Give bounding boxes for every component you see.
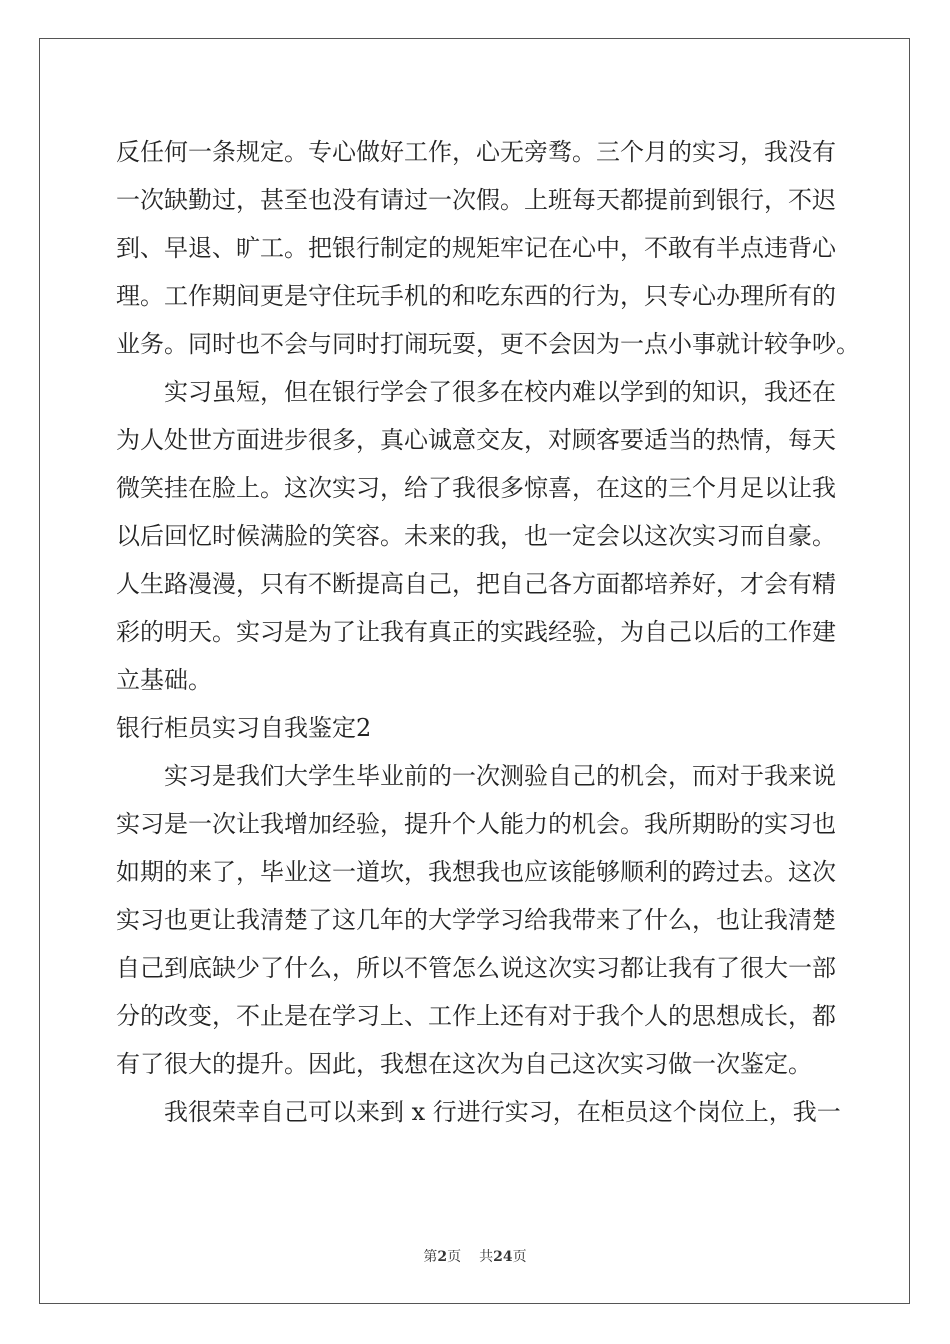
text-line: 业务。同时也不会与同时打闹玩耍，更不会因为一点小事就计较争吵。 bbox=[116, 330, 860, 358]
text-line: 有了很大的提升。因此，我想在这次为自己这次实习做一次鉴定。 bbox=[116, 1050, 812, 1078]
text-line: 理。工作期间更是守住玩手机的和吃东西的行为，只专心办理所有的 bbox=[116, 282, 836, 310]
text-line: 实习是一次让我增加经验，提升个人能力的机会。我所期盼的实习也 bbox=[116, 810, 836, 838]
text-line: 银行柜员实习自我鉴定2 bbox=[116, 714, 372, 742]
text-line: 立基础。 bbox=[116, 666, 212, 694]
text-line: 实习虽短，但在银行学会了很多在校内难以学到的知识，我还在 bbox=[164, 378, 836, 406]
text-line: 自己到底缺少了什么，所以不管怎么说这次实习都让我有了很大一部 bbox=[116, 954, 836, 982]
document-body bbox=[116, 128, 860, 1136]
text-line: 微笑挂在脸上。这次实习，给了我很多惊喜，在这的三个月足以让我 bbox=[116, 474, 836, 502]
text-line: 分的改变，不止是在学习上、工作上还有对于我个人的思想成长，都 bbox=[116, 1002, 836, 1030]
text-line: 为人处世方面进步很多，真心诚意交友，对顾客要适当的热情，每天 bbox=[116, 426, 836, 454]
text-line: 反任何一条规定。专心做好工作，心无旁骛。三个月的实习，我没有 bbox=[116, 138, 836, 166]
text-line: 彩的明天。实习是为了让我有真正的实践经验，为自己以后的工作建 bbox=[116, 618, 836, 646]
total-pages-indicator: 共24页 bbox=[479, 1249, 527, 1265]
text-line: 人生路漫漫，只有不断提高自己，把自己各方面都培养好，才会有精 bbox=[116, 570, 836, 598]
text-line: 到、早退、旷工。把银行制定的规矩牢记在心中，不敢有半点违背心 bbox=[116, 234, 836, 262]
page-footer bbox=[0, 1248, 950, 1266]
text-line: 如期的来了，毕业这一道坎，我想我也应该能够顺利的跨过去。这次 bbox=[116, 858, 836, 886]
text-line: 一次缺勤过，甚至也没有请过一次假。上班每天都提前到银行，不迟 bbox=[116, 186, 836, 214]
text-line: 实习也更让我清楚了这几年的大学学习给我带来了什么，也让我清楚 bbox=[116, 906, 836, 934]
text-line: 我很荣幸自己可以来到 x 行进行实习，在柜员这个岗位上，我一 bbox=[164, 1098, 841, 1126]
text-line: 以后回忆时候满脸的笑容。未来的我，也一定会以这次实习而自豪。 bbox=[116, 522, 836, 550]
text-line: 实习是我们大学生毕业前的一次测验自己的机会，而对于我来说 bbox=[164, 762, 836, 790]
page-indicator: 第2页 bbox=[423, 1249, 462, 1265]
